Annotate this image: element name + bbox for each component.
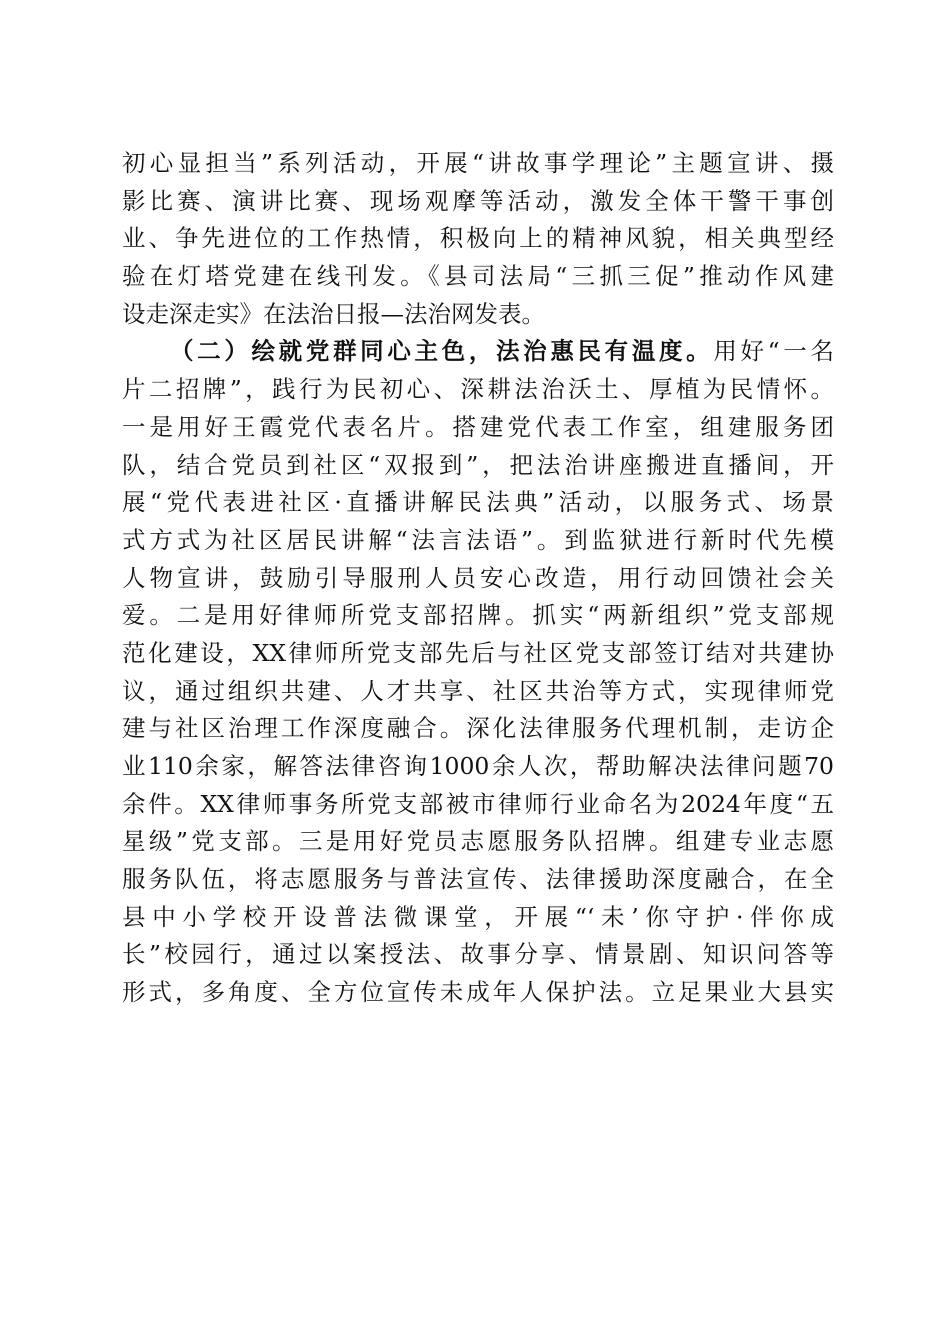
text-line: 片二招牌”，践行为民初心、深耕法治沃土、厚植为民情怀。 bbox=[122, 375, 834, 404]
text-line: 展“党代表进社区·直播讲解民法典”活动，以服务式、场景 bbox=[122, 488, 834, 517]
text-line: 人物宣讲，鼓励引导服刑人员安心改造，用行动回馈社会关 bbox=[122, 563, 834, 592]
text-line: 验在灯塔党建在线刊发。《县司法局“三抓三促”推动作风建 bbox=[122, 262, 834, 291]
text-line: 初心显担当”系列活动，开展“讲故事学理论”主题宣讲、摄 bbox=[122, 149, 834, 177]
text-line: 设走深走实》在法治日报—法治网发表。 bbox=[122, 299, 545, 328]
text-line: 业110余家，解答法律咨询1000余人次，帮助解决法律问题70 bbox=[122, 752, 834, 780]
text-line: 余件。XX律师事务所党支部被市律师行业命名为2024年度“五 bbox=[122, 789, 834, 818]
text-line: 式方式为社区居民讲解“法言法语”。到监狱进行新时代先模 bbox=[122, 525, 834, 554]
body-text bbox=[122, 145, 834, 1012]
text-line: 一是用好王霞党代表名片。搭建党代表工作室，组建服务团 bbox=[122, 412, 834, 441]
text-line: 县中小学校开设普法微课堂，开展“‘未’你守护·伴你成 bbox=[122, 902, 834, 931]
text-line: 星级”党支部。三是用好党员志愿服务队招牌。组建专业志愿 bbox=[122, 827, 834, 856]
text-line: 范化建设，XX律师所党支部先后与社区党支部签订结对共建协 bbox=[122, 638, 834, 667]
section-heading: （二）绘就党群同心主色，法治惠民有温度。 bbox=[170, 337, 714, 366]
text-line: 业、争先进位的工作热情，积极向上的精神风貌，相关典型经 bbox=[122, 224, 834, 253]
text-line: 队，结合党员到社区“双报到”，把法治讲座搬进直播间，开 bbox=[122, 450, 834, 479]
text-line: 服务队伍，将志愿服务与普法宣传、法律援助深度融合，在全 bbox=[122, 865, 834, 894]
paragraph-1 bbox=[122, 145, 834, 333]
text-line-first bbox=[122, 333, 834, 371]
text-run: 用好“一名 bbox=[713, 337, 834, 366]
text-line: 影比赛、演讲比赛、现场观摩等活动，激发全体干警干事创 bbox=[122, 186, 834, 215]
text-line: 爱。二是用好律师所党支部招牌。抓实“两新组织”党支部规 bbox=[122, 601, 834, 630]
text-line: 长”校园行，通过以案授法、故事分享、情景剧、知识问答等 bbox=[122, 940, 834, 969]
text-line: 建与社区治理工作深度融合。深化法律服务代理机制，走访企 bbox=[122, 714, 834, 743]
text-line: 议，通过组织共建、人才共享、社区共治等方式，实现律师党 bbox=[122, 676, 834, 705]
paragraph-2 bbox=[122, 333, 834, 1011]
text-line: 形式，多角度、全方位宣传未成年人保护法。立足果业大县实 bbox=[122, 978, 834, 1007]
